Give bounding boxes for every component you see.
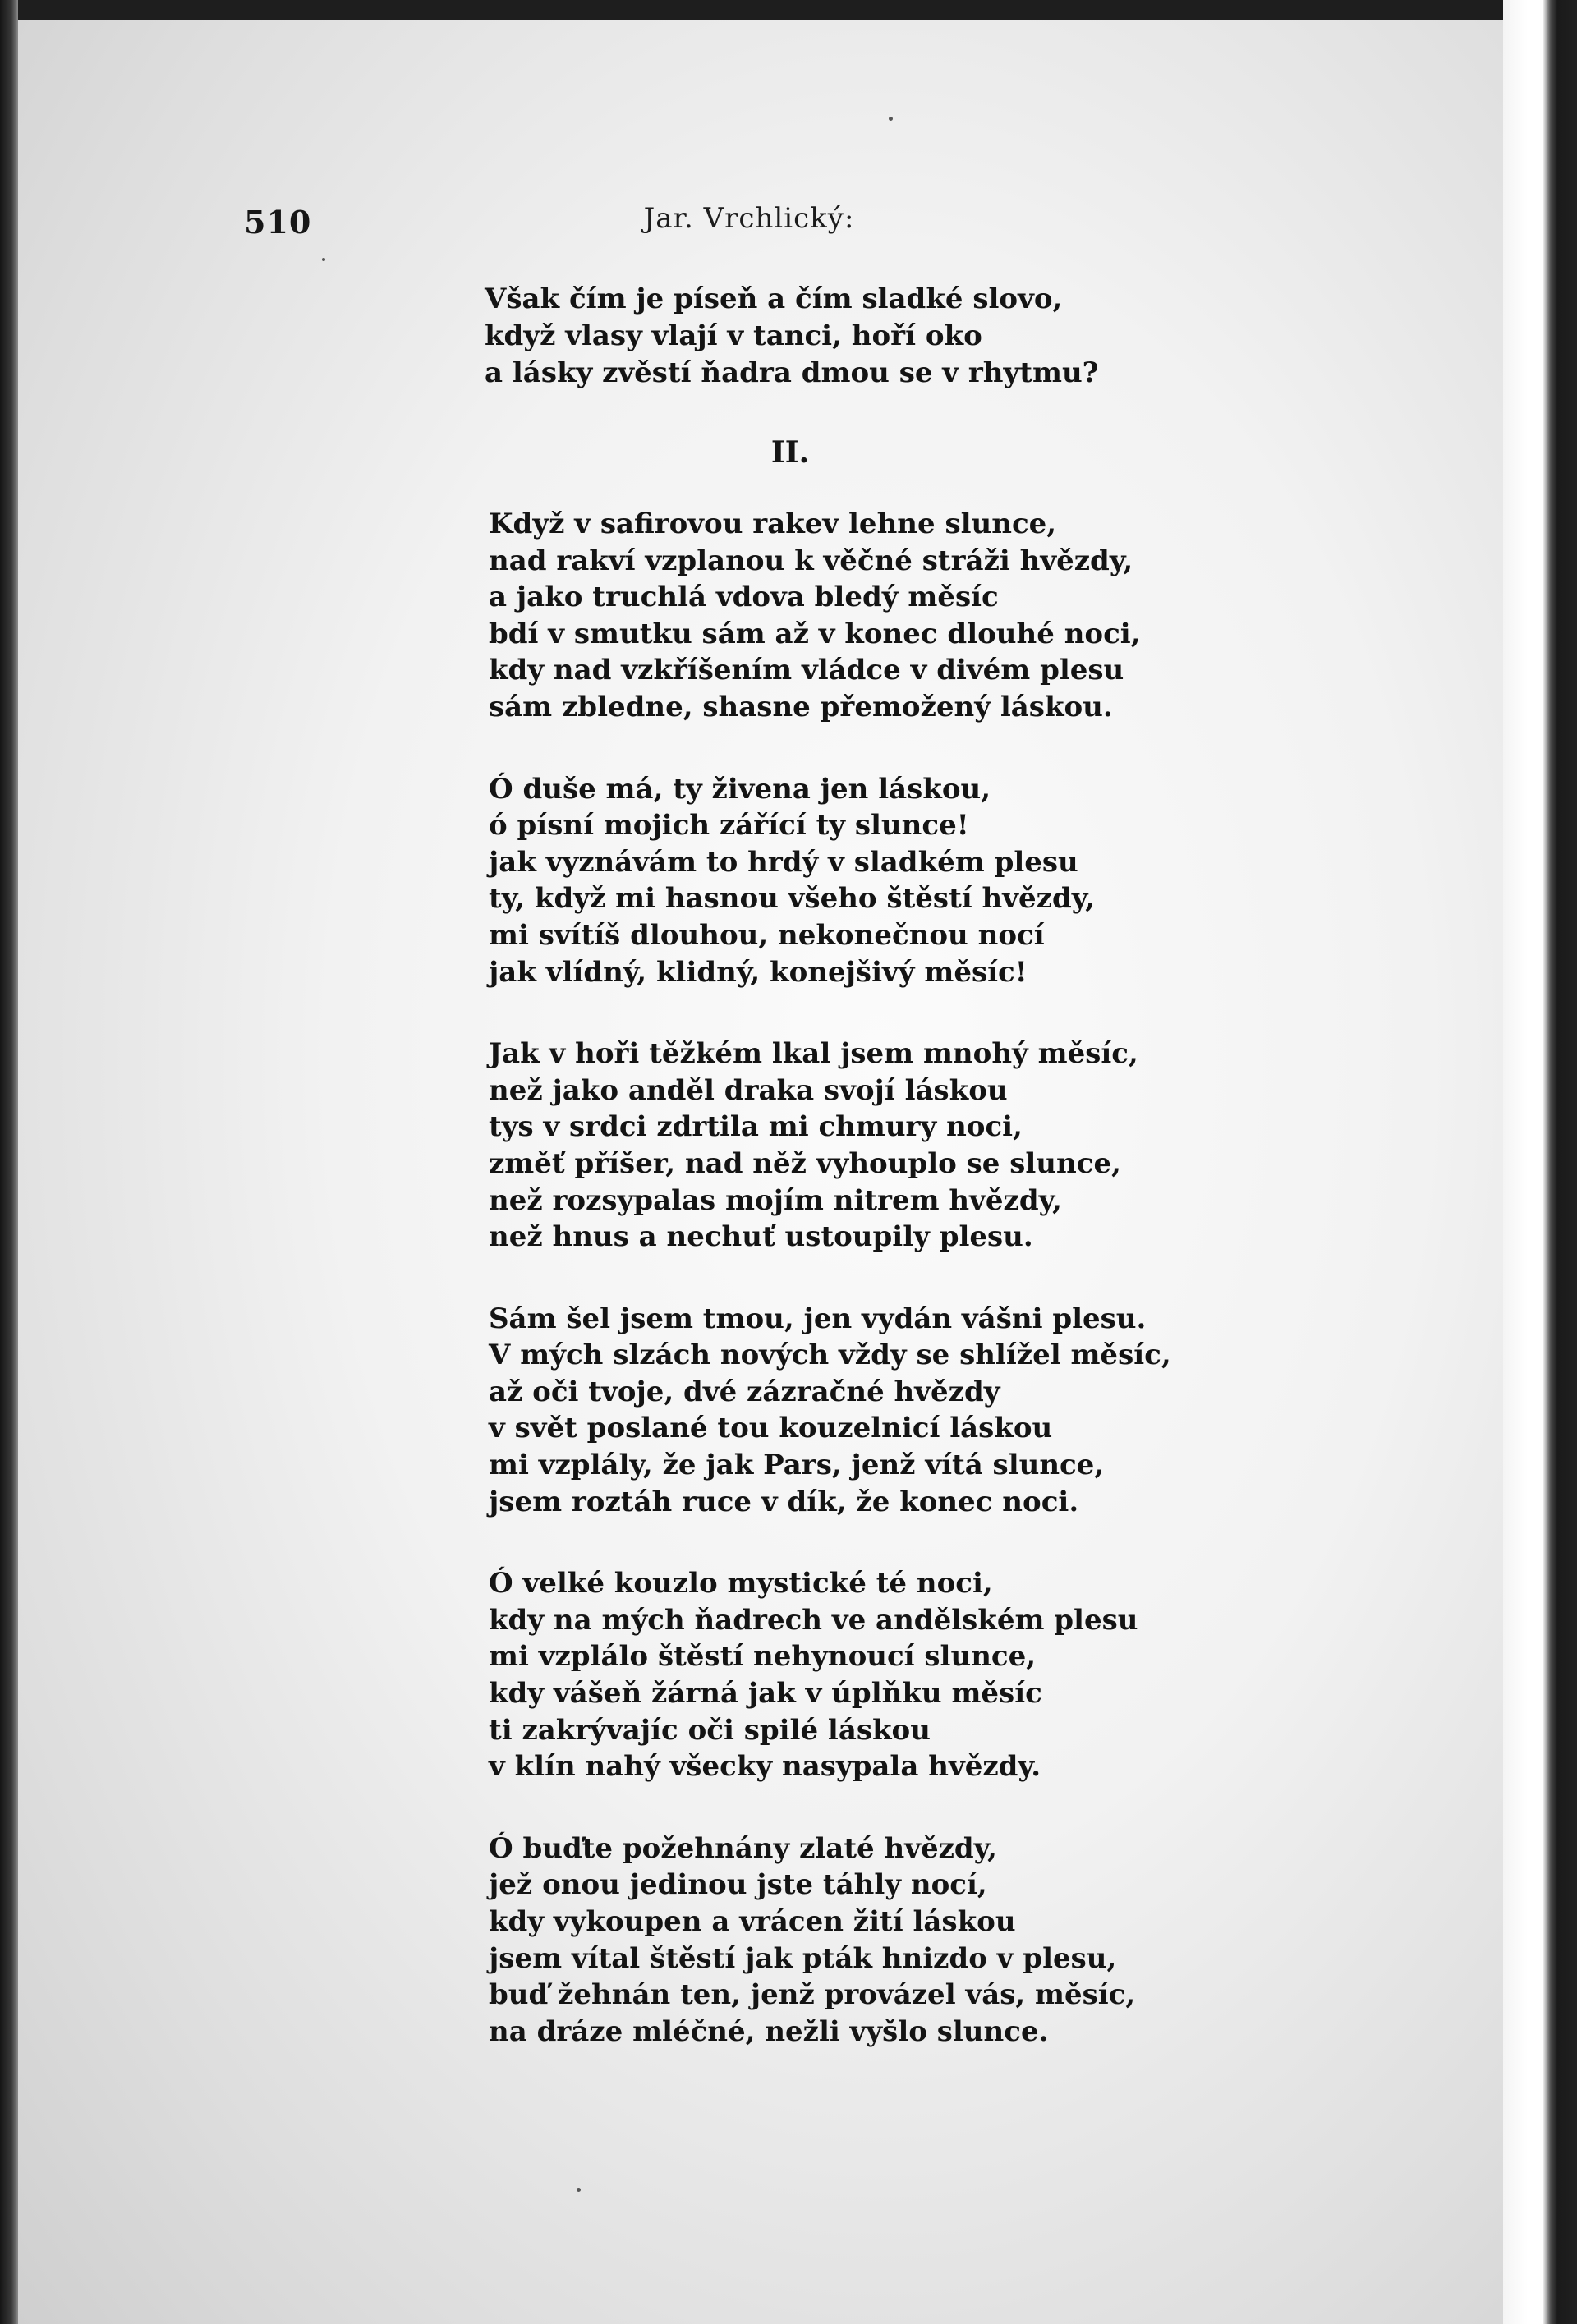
poem-line: a lásky zvěstí ňadra dmou se v rhytmu? <box>485 356 1099 389</box>
poem-line: kdy vášeň žárná jak v úplňku měsíc <box>489 1677 1042 1711</box>
poem-line: než jako anděl draka svojí láskou <box>489 1073 1008 1107</box>
stanza <box>489 1036 1228 1256</box>
poem-line: jsem roztáh ruce v dík, že konec noci. <box>489 1485 1079 1518</box>
poem-line: v klín nahý všecky nasypala hvězdy. <box>489 1750 1041 1784</box>
poem-line: jak vyznávám to hrdý v sladkém plesu <box>489 845 1078 879</box>
stanza <box>489 1565 1228 1785</box>
poem-body <box>489 506 1228 2095</box>
paper-speck <box>577 2188 581 2192</box>
poem-line: ó písní mojich zářící ty slunce! <box>489 809 969 843</box>
poem-line: než rozsypalas mojím nitrem hvězdy, <box>489 1183 1062 1217</box>
poem-line: Ó duše má, ty živena jen láskou, <box>489 772 991 806</box>
poem-line: jak vlídný, klidný, konejšivý měsíc! <box>489 955 1028 989</box>
poem-line: jež onou jedinou jste táhly nocí, <box>489 1868 987 1902</box>
scan-right-edge <box>1503 0 1577 2324</box>
stanza <box>489 1830 1228 2051</box>
scan-top-edge <box>0 0 1577 20</box>
intro-stanza <box>485 281 1224 392</box>
poem-line: když vlasy vlají v tanci, hoří oko <box>485 319 982 352</box>
stanza <box>489 506 1228 726</box>
stanza <box>489 771 1228 991</box>
paper-speck <box>889 117 893 121</box>
poem-line: ty, když mi hasnou všeho štěstí hvězdy, <box>489 882 1096 916</box>
poem-line: Ó velké kouzlo mystické té noci, <box>489 1567 993 1601</box>
poem-line: Sám šel jsem tmou, jen vydán vášni plesu. <box>489 1302 1147 1335</box>
poem-line: buď žehnán ten, jenž provázel vás, měsíc, <box>489 1978 1136 2012</box>
paper-speck <box>322 258 325 261</box>
poem-line: než hnus a nechuť ustoupily plesu. <box>489 1220 1033 1254</box>
poem-line: Ó buďte požehnány zlaté hvězdy, <box>489 1831 998 1865</box>
scan-left-edge <box>0 0 18 2324</box>
poem-line: Však čím je píseň a čím sladké slovo, <box>485 282 1063 315</box>
poem-line: sám zbledne, shasne přemožený láskou. <box>489 690 1113 723</box>
poem-line: nad rakví vzplanou k věčné stráži hvězdy, <box>489 544 1133 577</box>
poem-line: Když v safirovou rakev lehne slunce, <box>489 508 1057 540</box>
poem-line: Jak v hoři těžkém lkal jsem mnohý měsíc, <box>489 1037 1138 1071</box>
poem-line: na dráze mléčné, nežli vyšlo slunce. <box>489 2014 1049 2048</box>
poem-line: jsem vítal štěstí jak pták hnizdo v plesu, <box>489 1941 1117 1975</box>
poem-line: bdí v smutku sám až v konec dlouhé noci, <box>489 617 1141 650</box>
page-number: 510 <box>244 204 312 241</box>
poem-line: v svět poslané tou kouzelnicí láskou <box>489 1412 1053 1445</box>
poem-line: kdy vykoupen a vrácen žití láskou <box>489 1905 1016 1938</box>
running-head: Jar. Vrchlický: <box>643 202 855 235</box>
poem-line: tys v srdci zdrtila mi chmury noci, <box>489 1110 1023 1144</box>
poem-line: změť příšer, nad něž vyhouplo se slunce, <box>489 1146 1121 1180</box>
poem-line: mi vzplálo štěstí nehynoucí slunce, <box>489 1640 1037 1674</box>
poem-line: kdy nad vzkříšením vládce v divém plesu <box>489 654 1124 687</box>
poem-line: mi vzplály, že jak Pars, jenž vítá slunce, <box>489 1449 1105 1482</box>
poem-line: až oči tvoje, dvé zázračné hvězdy <box>489 1375 1000 1408</box>
stanza <box>489 1301 1228 1521</box>
poem-line: V mých slzách nových vždy se shlížel měsíc, <box>489 1339 1171 1372</box>
section-heading: II. <box>770 435 810 470</box>
poem-line: a jako truchlá vdova bledý měsíc <box>489 581 999 614</box>
poem-line: kdy na mých ňadrech ve andělském plesu <box>489 1603 1138 1637</box>
poem-line: mi svítíš dlouhou, nekonečnou nocí <box>489 918 1045 952</box>
poem-line: ti zakrývajíc oči spilé láskou <box>489 1713 931 1747</box>
